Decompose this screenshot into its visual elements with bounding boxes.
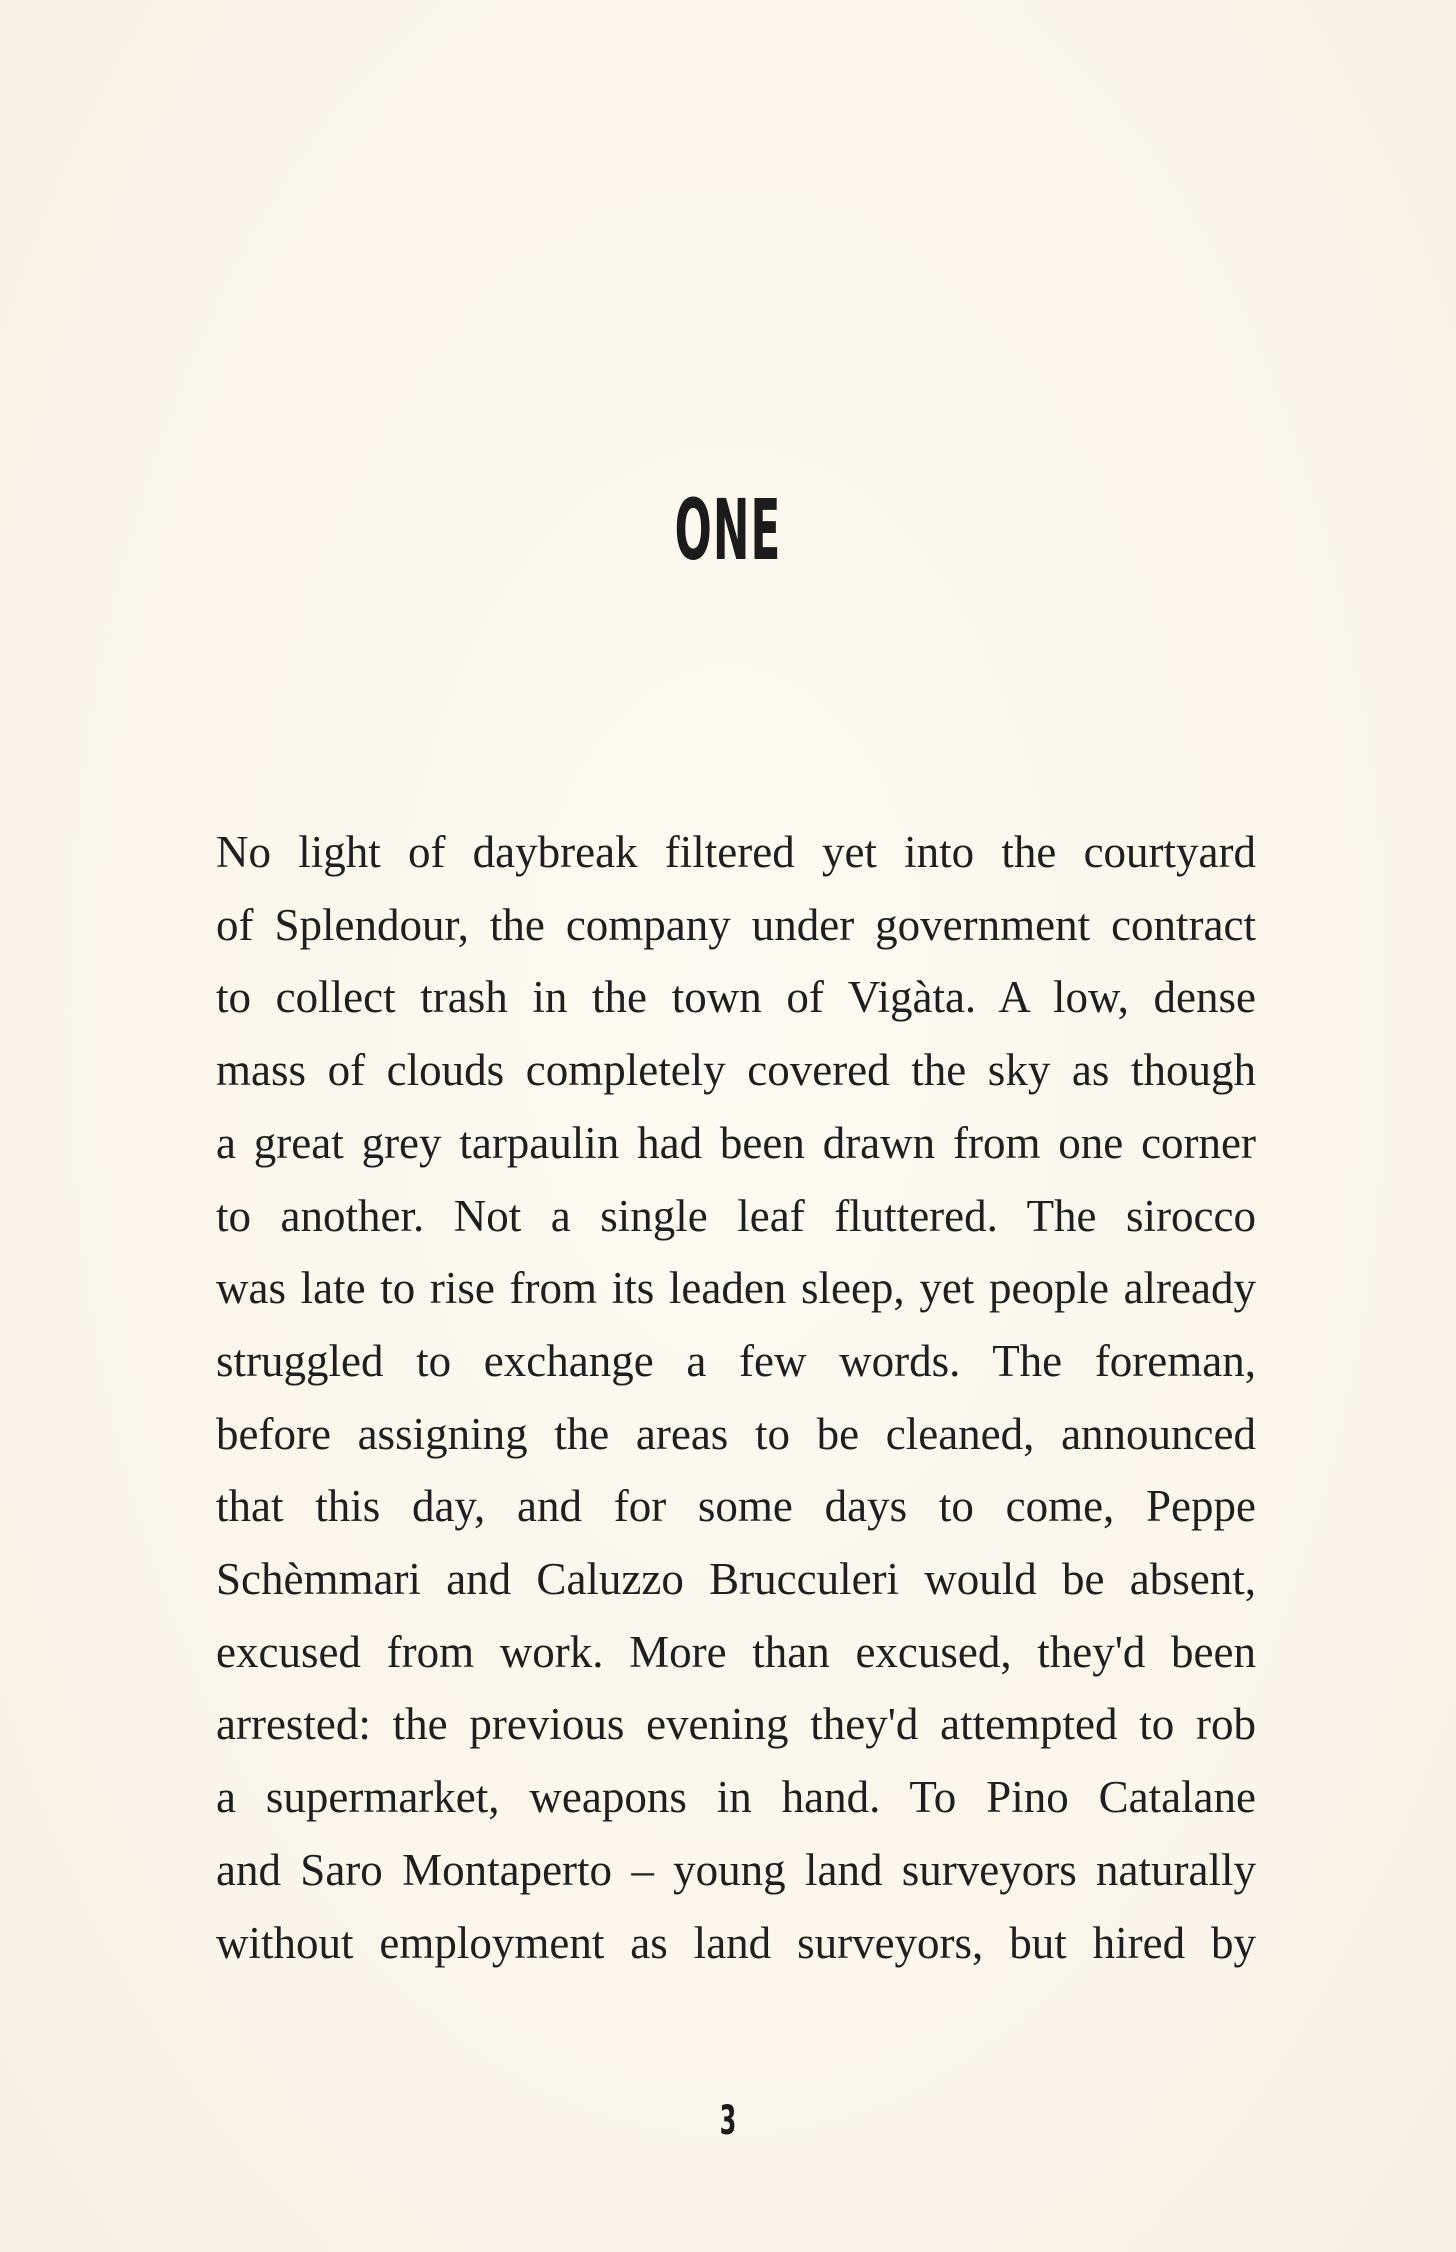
text-line: a supermarket, weapons in hand. To Pino Catalane [216,1772,1256,1823]
text-line: excused from work. More than excused, they'd been [216,1626,1256,1677]
text-line: that this day, and for some days to come, Peppe [216,1481,1256,1532]
text-line: and Saro Montaperto – young land surveyors naturally [216,1844,1256,1895]
text-line: was late to rise from its leaden sleep, yet people already [216,1263,1256,1314]
text-line: struggled to exchange a few words. The foreman, [216,1335,1256,1386]
text-line: to collect trash in the town of Vigàta. A low, dense [216,972,1256,1023]
text-line: a great grey tarpaulin had been drawn from one corner [216,1117,1256,1168]
text-line: arrested: the previous evening they'd attempted to rob [216,1699,1256,1750]
text-line: to another. Not a single leaf fluttered. The sirocco [216,1190,1256,1241]
text-line: Schèmmari and Caluzzo Brucculeri would be absent, [216,1554,1256,1605]
text-line: mass of clouds completely covered the sky as though [216,1045,1256,1096]
body-text [216,816,1256,1979]
page-number: 3 [719,2098,737,2144]
text-line: of Splendour, the company under government contract [216,899,1256,950]
chapter-title: ONE [674,481,782,579]
text-line: without employment as land surveyors, but hired by [216,1917,1256,1968]
text-line: before assigning the areas to be cleaned, announced [216,1408,1256,1459]
text-line: No light of daybreak filtered yet into the courtyard [216,827,1256,877]
